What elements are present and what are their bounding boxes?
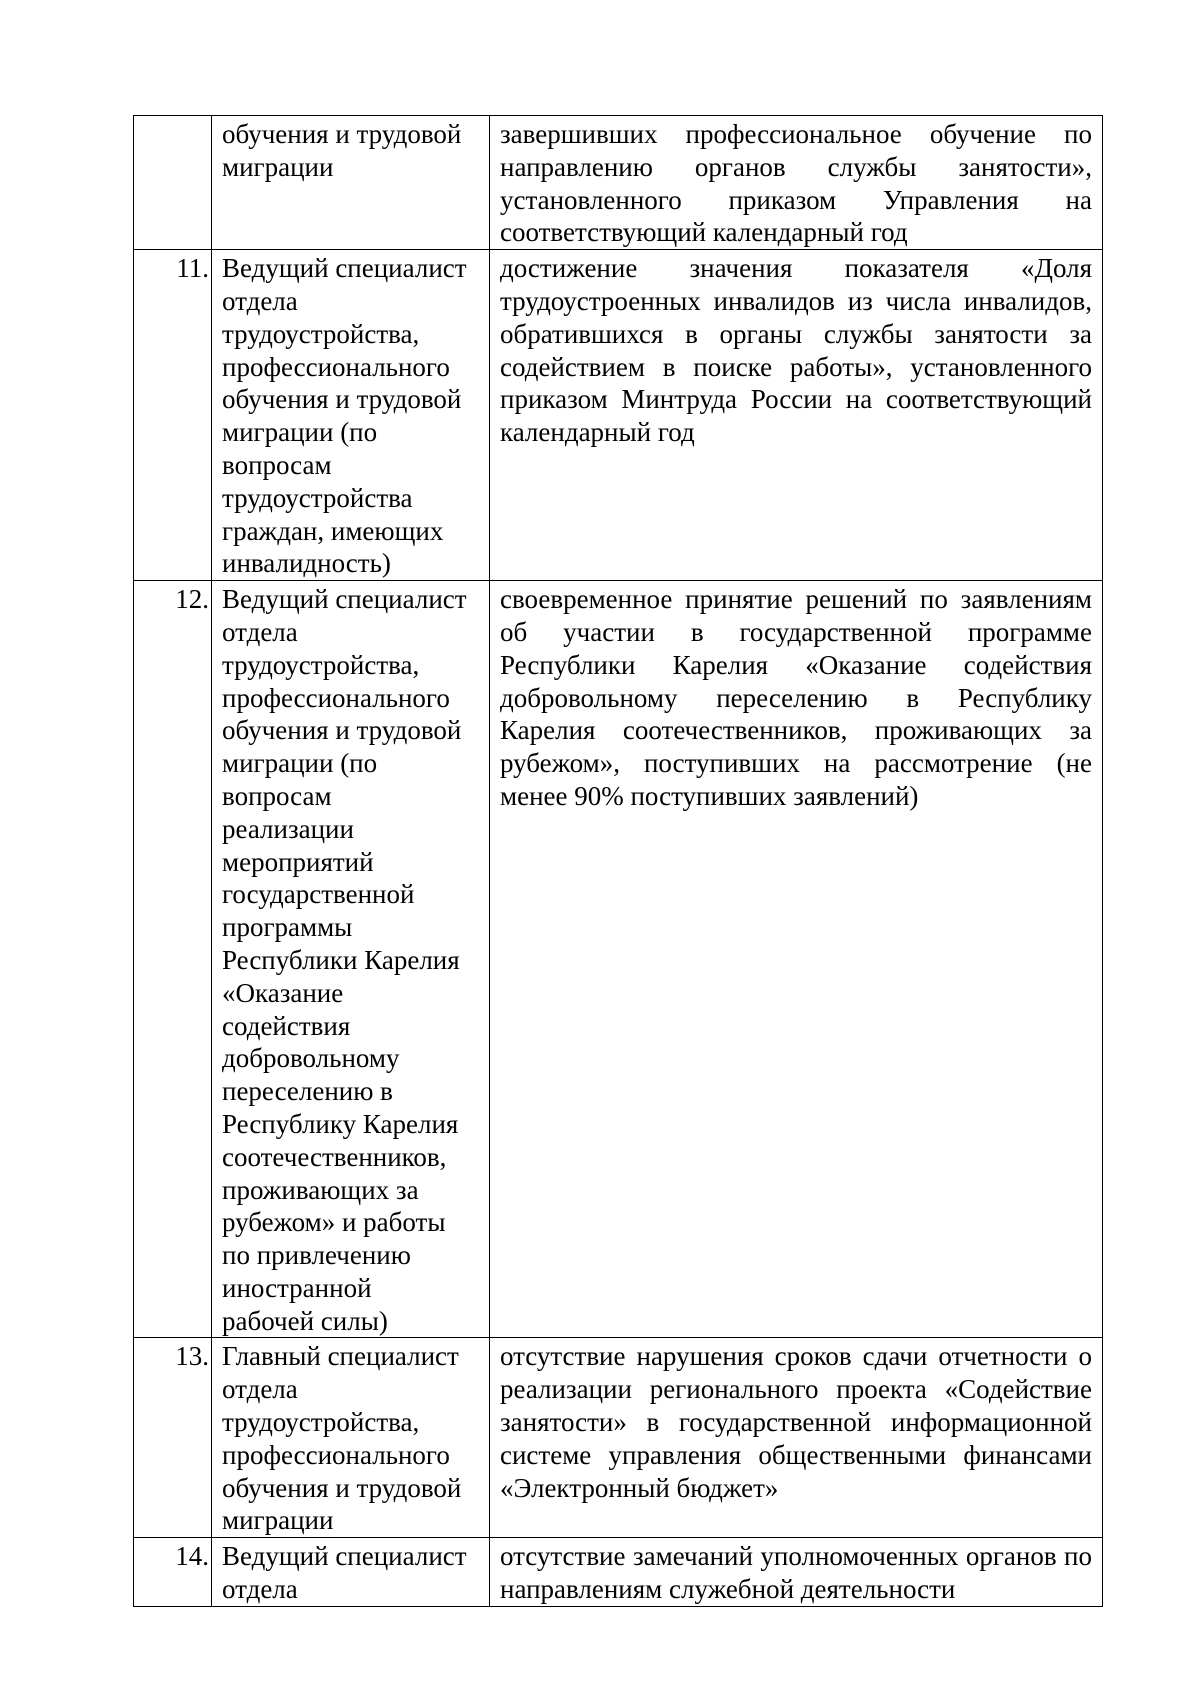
position-title: Ведущий специалист отдела трудоустройства, профессионального обучения и трудовой миграции (по вопросам трудоустройства граждан, имеющих инвалидность) — [212, 250, 490, 581]
position-title: Ведущий специалист отдела — [212, 1538, 490, 1607]
performance-criterion: своевременное принятие решений по заявлениям об участии в государственной программе Республики Карелия «Оказание содействия добровольному переселению в Республику Карелия соотечественников, проживающих за рубежом», поступивших на рассмотрение (не менее 90% поступивших заявлений) — [490, 581, 1103, 1338]
table-row — [134, 581, 1103, 1338]
row-number: 13. — [134, 1338, 212, 1538]
row-number: 14. — [134, 1538, 212, 1607]
performance-criterion: завершивших профессиональное обучение по направлению органов службы занятости», установленного приказом Управления на соответствующий календарный год — [490, 116, 1103, 250]
position-title: Главный специалист отдела трудоустройства, профессионального обучения и трудовой миграции — [212, 1338, 490, 1538]
table-row — [134, 1338, 1103, 1538]
row-number: 12. — [134, 581, 212, 1338]
performance-criterion: отсутствие замечаний уполномоченных органов по направлениям служебной деятельности — [490, 1538, 1103, 1607]
performance-criterion: отсутствие нарушения сроков сдачи отчетности о реализации регионального проекта «Содействие занятости» в государственной информационной системе управления общественными финансами «Электронный бюджет» — [490, 1338, 1103, 1538]
criteria-table — [133, 115, 1103, 1607]
row-number — [134, 116, 212, 250]
position-title: Ведущий специалист отдела трудоустройства, профессионального обучения и трудовой миграции (по вопросам реализации мероприятий государственной программы Республики Карелия «Оказание содействия добровольному переселению в Республику Карелия соотечественников, проживающих за рубежом» и работы по привлечению иностранной рабочей силы) — [212, 581, 490, 1338]
performance-criterion: достижение значения показателя «Доля трудоустроенных инвалидов из числа инвалидов, обратившихся в органы службы занятости за содействием в поиске работы», установленного приказом Минтруда России на соответствующий календарный год — [490, 250, 1103, 581]
table-row — [134, 116, 1103, 250]
row-number: 11. — [134, 250, 212, 581]
table-row — [134, 250, 1103, 581]
table-row — [134, 1538, 1103, 1607]
position-title: обучения и трудовой миграции — [212, 116, 490, 250]
